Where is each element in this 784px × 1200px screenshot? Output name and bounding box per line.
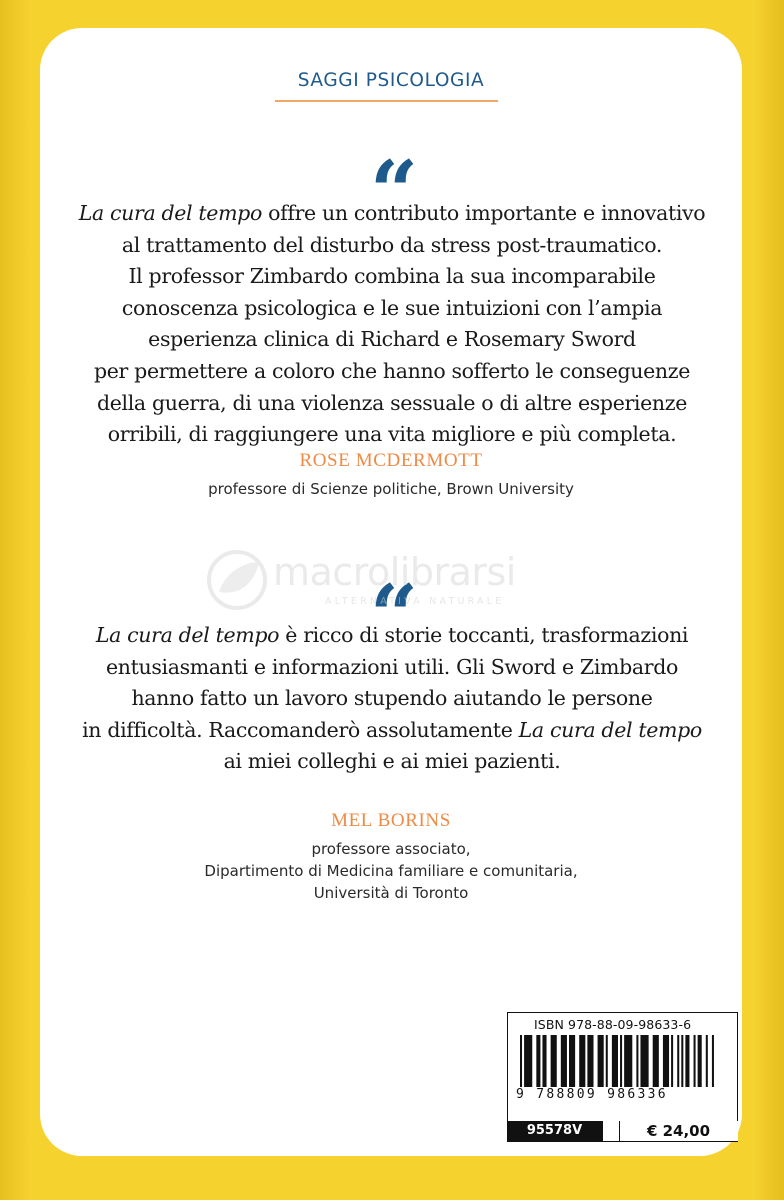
quote-text-segment: è ricco di storie toccanti, trasformazioni xyxy=(279,623,689,647)
barcode-bar xyxy=(561,1035,567,1087)
quote-line xyxy=(50,683,734,715)
barcode-bar xyxy=(606,1035,608,1087)
watermark-tagline: ALTERNATIVA NATURALE xyxy=(325,596,505,607)
quote-line xyxy=(50,652,734,684)
quote-line xyxy=(50,324,734,356)
barcode-bar xyxy=(653,1035,659,1087)
quote-open-icon: “ xyxy=(369,142,413,241)
quote-text-segment: entusiasmanti e informazioni utili. Gli Sword e Zimbardo xyxy=(106,654,678,679)
barcode-bar xyxy=(636,1035,638,1087)
barcode-bar xyxy=(620,1035,622,1087)
barcode-bars xyxy=(516,1035,726,1087)
product-code: 95578V xyxy=(507,1121,603,1141)
quote-line xyxy=(50,261,734,293)
series-label: SAGGI PSICOLOGIA xyxy=(297,70,485,91)
quote-text-segment: orribili, di raggiungere una vita migliore e più completa. xyxy=(107,422,677,447)
barcode-bar xyxy=(612,1035,618,1087)
review-quote-1 xyxy=(50,198,734,451)
barcode-label xyxy=(507,1012,738,1142)
series-divider xyxy=(275,100,498,102)
review-affiliation-1 xyxy=(40,478,742,500)
quote-text-segment: in difficoltà. Raccomanderò assolutamente xyxy=(82,717,519,742)
barcode-bar xyxy=(579,1035,585,1087)
quote-line xyxy=(50,715,734,747)
review-author-1: ROSE MCDERMOTT xyxy=(299,450,483,471)
affiliation-line: Dipartimento di Medicina familiare e comunitaria, xyxy=(204,862,578,880)
quote-open-icon: “ xyxy=(369,566,413,665)
watermark-brand: macrolibrarsi xyxy=(273,550,516,594)
quote-line xyxy=(50,356,734,388)
barcode-digits: 9 788809 986336 xyxy=(516,1087,668,1102)
quote-line xyxy=(50,620,734,652)
review-affiliation-2 xyxy=(40,838,742,904)
barcode-bar xyxy=(706,1035,708,1087)
quote-text-segment: esperienza clinica di Richard e Rosemary Sword xyxy=(148,327,636,352)
review-author-2: MEL BORINS xyxy=(331,810,451,831)
barcode-bar xyxy=(520,1035,522,1087)
quote-text-segment: ai miei colleghi e ai miei pazienti. xyxy=(223,749,561,774)
book-title: La cura del tempo xyxy=(95,623,280,647)
barcode-bar xyxy=(542,1035,546,1087)
barcode-bar xyxy=(569,1035,575,1087)
quote-line xyxy=(50,293,734,325)
review-quote-2 xyxy=(50,620,734,778)
affiliation-line: Università di Toronto xyxy=(313,884,469,902)
leaf-icon xyxy=(205,548,269,612)
affiliation-line: professore associato, xyxy=(311,840,471,858)
barcode-bar xyxy=(551,1035,557,1087)
quote-text-segment: Il professor Zimbardo combina la sua incomparabile xyxy=(128,264,656,289)
barcode-bar xyxy=(671,1035,673,1087)
book-title: La cura del tempo xyxy=(78,201,262,225)
barcode-bar xyxy=(677,1035,679,1087)
barcode-bar xyxy=(698,1035,702,1087)
affiliation-line: professore di Scienze politiche, Brown University xyxy=(208,480,574,498)
price-tag: € 24,00 xyxy=(619,1121,738,1141)
quote-text-segment: al trattamento del disturbo da stress post-traumatico. xyxy=(121,232,663,257)
barcode-bar xyxy=(712,1035,714,1087)
quote-text-segment: conoscenza psicologica e le sue intuizioni con l’ampia xyxy=(121,295,663,320)
barcode-bar xyxy=(681,1035,683,1087)
barcode-bar xyxy=(598,1035,604,1087)
quote-text-segment: per permettere a coloro che hanno sofferto le conseguenze xyxy=(94,358,690,383)
quote-text-segment: hanno fatto un lavoro stupendo aiutando le persone xyxy=(131,686,653,711)
book-title: La cura del tempo xyxy=(518,717,702,742)
quote-line xyxy=(50,198,734,230)
isbn-text: ISBN 978-88-09-98633-6 xyxy=(534,1017,692,1032)
barcode-bar xyxy=(524,1035,532,1087)
barcode-bar xyxy=(685,1035,689,1087)
barcode-bar xyxy=(587,1035,593,1087)
barcode-bar xyxy=(640,1035,648,1087)
quote-text-segment: della guerra, di una violenza sessuale o di altre esperienze xyxy=(96,390,688,415)
watermark-logo xyxy=(205,548,525,618)
barcode-bar xyxy=(624,1035,632,1087)
barcode-bar xyxy=(536,1035,540,1087)
quote-text-segment: offre un contributo importante e innovativo xyxy=(261,201,706,225)
price-row xyxy=(507,1121,738,1141)
quote-line xyxy=(50,419,734,451)
barcode-bar xyxy=(663,1035,669,1087)
quote-line xyxy=(50,388,734,420)
barcode-bar xyxy=(694,1035,696,1087)
quote-line xyxy=(50,746,734,778)
quote-line xyxy=(50,230,734,262)
